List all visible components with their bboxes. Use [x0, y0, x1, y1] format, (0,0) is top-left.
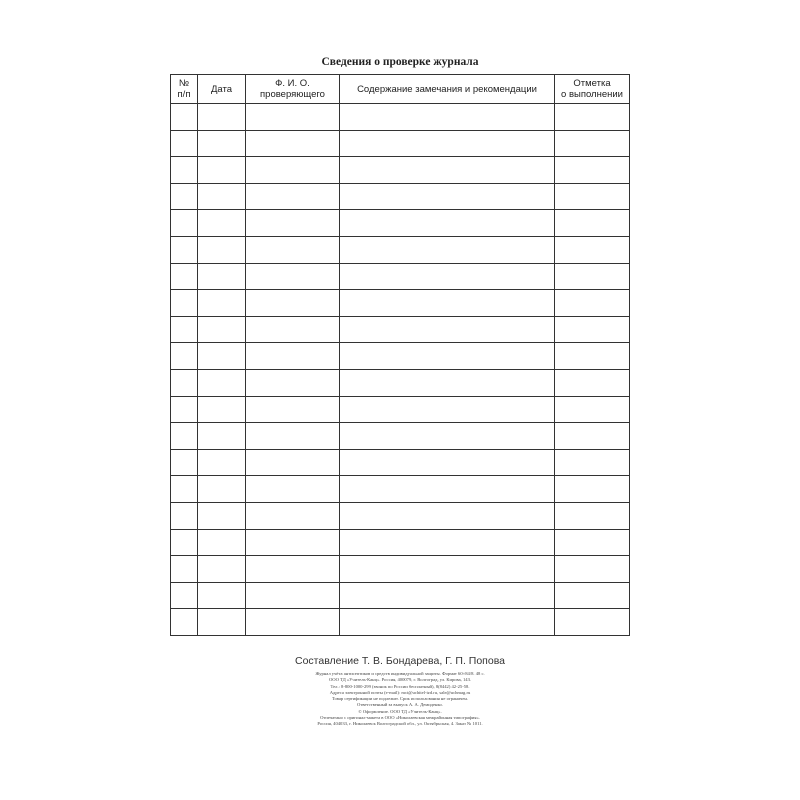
cell-completion-mark — [555, 183, 630, 210]
cell-date — [198, 343, 246, 370]
cell-remarks — [340, 449, 555, 476]
column-header-number — [171, 75, 198, 104]
cell-completion-mark — [555, 556, 630, 583]
column-header-inspector — [246, 75, 340, 104]
imprint-line: Ответственный за выпуск А. А. Демиденко. — [357, 702, 443, 708]
cell-inspector — [246, 529, 340, 556]
cell-completion-mark — [555, 423, 630, 450]
table-row — [171, 609, 630, 636]
cell-inspector — [246, 104, 340, 131]
table-row — [171, 556, 630, 583]
cell-remarks — [340, 529, 555, 556]
cell-remarks — [340, 396, 555, 423]
table-row — [171, 263, 630, 290]
cell-inspector — [246, 476, 340, 503]
cell-date — [198, 104, 246, 131]
header-line: № — [178, 78, 190, 89]
table-row — [171, 210, 630, 237]
cell-date — [198, 476, 246, 503]
table-row — [171, 183, 630, 210]
cell-number — [171, 183, 198, 210]
cell-remarks — [340, 582, 555, 609]
table-row — [171, 449, 630, 476]
cell-completion-mark — [555, 210, 630, 237]
cell-number — [171, 157, 198, 184]
table-row — [171, 369, 630, 396]
cell-number — [171, 343, 198, 370]
cell-date — [198, 423, 246, 450]
header-line: Содержание замечания и рекомендации — [357, 83, 537, 95]
authors-line: Составление Т. В. Бондарева, Г. П. Попова — [295, 655, 505, 667]
cell-remarks — [340, 290, 555, 317]
cell-number — [171, 236, 198, 263]
cell-date — [198, 449, 246, 476]
cell-date — [198, 157, 246, 184]
cell-completion-mark — [555, 396, 630, 423]
table-header-row — [171, 75, 630, 104]
cell-inspector — [246, 609, 340, 636]
cell-inspector — [246, 157, 340, 184]
cell-date — [198, 210, 246, 237]
cell-completion-mark — [555, 529, 630, 556]
cell-date — [198, 236, 246, 263]
cell-date — [198, 263, 246, 290]
header-line: проверяющего — [260, 89, 325, 100]
cell-date — [198, 529, 246, 556]
cell-date — [198, 582, 246, 609]
cell-completion-mark — [555, 236, 630, 263]
cell-completion-mark — [555, 316, 630, 343]
cell-completion-mark — [555, 369, 630, 396]
cell-inspector — [246, 130, 340, 157]
cell-remarks — [340, 343, 555, 370]
cell-inspector — [246, 502, 340, 529]
imprint-line: Россия, 404033, г. Николаевск Волгоградской обл., ул. Октябрьская, 4. Заказ № 1011. — [317, 721, 483, 727]
table-row — [171, 316, 630, 343]
cell-inspector — [246, 369, 340, 396]
cell-completion-mark — [555, 449, 630, 476]
cell-date — [198, 130, 246, 157]
cell-inspector — [246, 449, 340, 476]
imprint-line: Отпечатано с оригинал-макета в ООО «Николаевская межрайонная типография». — [320, 715, 480, 721]
cell-remarks — [340, 609, 555, 636]
cell-number — [171, 556, 198, 583]
cell-number — [171, 396, 198, 423]
imprint-line: Товар сертификации не подлежит. Срок использования не ограничен. — [332, 696, 468, 702]
header-line: п/п — [177, 89, 191, 100]
cell-completion-mark — [555, 104, 630, 131]
cell-remarks — [340, 556, 555, 583]
cell-remarks — [340, 476, 555, 503]
cell-completion-mark — [555, 476, 630, 503]
cell-remarks — [340, 263, 555, 290]
cell-number — [171, 369, 198, 396]
cell-remarks — [340, 502, 555, 529]
table-row — [171, 502, 630, 529]
cell-inspector — [246, 316, 340, 343]
table-row — [171, 130, 630, 157]
cell-number — [171, 130, 198, 157]
cell-inspector — [246, 183, 340, 210]
cell-date — [198, 183, 246, 210]
table-row — [171, 236, 630, 263]
cell-completion-mark — [555, 582, 630, 609]
cell-date — [198, 609, 246, 636]
cell-date — [198, 556, 246, 583]
table-row — [171, 423, 630, 450]
cell-number — [171, 502, 198, 529]
cell-date — [198, 502, 246, 529]
table-row — [171, 157, 630, 184]
cell-number — [171, 423, 198, 450]
table-row — [171, 396, 630, 423]
header-line: о выполнении — [561, 89, 623, 100]
cell-number — [171, 449, 198, 476]
imprint-line: Адреса электронной почты (e-mail): mct@uchitel-izd.ru, sale@uchmag.ru — [329, 689, 471, 695]
cell-inspector — [246, 290, 340, 317]
cell-number — [171, 290, 198, 317]
header-line: Отметка — [573, 78, 611, 89]
cell-remarks — [340, 236, 555, 263]
cell-inspector — [246, 343, 340, 370]
imprint-line: ООО ТД «Учитель-Канц». Россия, 400079, г. Волгоград, ул. Кирова, 143. — [328, 677, 472, 683]
page-title: Сведения о проверке журнала — [321, 56, 479, 68]
cell-number — [171, 476, 198, 503]
column-header-date — [198, 75, 246, 104]
table-row — [171, 582, 630, 609]
cell-number — [171, 263, 198, 290]
table-row — [171, 290, 630, 317]
cell-completion-mark — [555, 157, 630, 184]
cell-number — [171, 104, 198, 131]
cell-inspector — [246, 236, 340, 263]
imprint-line: © Оформление. ООО ТД «Учитель-Канц». — [358, 708, 442, 714]
table-row — [171, 476, 630, 503]
cell-completion-mark — [555, 263, 630, 290]
header-line: Ф. И. О. — [275, 78, 310, 89]
cell-date — [198, 316, 246, 343]
imprint-block — [0, 671, 800, 728]
cell-remarks — [340, 157, 555, 184]
table-body — [171, 104, 630, 636]
header-line: Дата — [210, 83, 233, 95]
cell-date — [198, 396, 246, 423]
table-row — [171, 343, 630, 370]
cell-date — [198, 369, 246, 396]
column-header-remarks — [340, 75, 555, 104]
cell-number — [171, 529, 198, 556]
cell-number — [171, 609, 198, 636]
cell-remarks — [340, 183, 555, 210]
cell-completion-mark — [555, 130, 630, 157]
cell-inspector — [246, 210, 340, 237]
cell-completion-mark — [555, 290, 630, 317]
cell-remarks — [340, 369, 555, 396]
cell-inspector — [246, 263, 340, 290]
cell-remarks — [340, 130, 555, 157]
imprint-line: Тел.: 8-800-1000-299 (звонок по России бесплатный), 8(8442) 42-25-58. — [330, 683, 470, 689]
table-row — [171, 104, 630, 131]
cell-inspector — [246, 423, 340, 450]
cell-inspector — [246, 556, 340, 583]
cell-completion-mark — [555, 502, 630, 529]
cell-remarks — [340, 104, 555, 131]
imprint-line: Журнал учёта антисептиков и средств индивидуальной защиты. Формат 60×84/8. 48 с. — [315, 671, 485, 676]
cell-inspector — [246, 396, 340, 423]
cell-completion-mark — [555, 609, 630, 636]
cell-number — [171, 210, 198, 237]
credits-block — [0, 655, 800, 728]
cell-completion-mark — [555, 343, 630, 370]
cell-remarks — [340, 423, 555, 450]
cell-number — [171, 316, 198, 343]
cell-remarks — [340, 210, 555, 237]
cell-remarks — [340, 316, 555, 343]
inspection-log-table — [170, 74, 630, 636]
column-header-completion-mark — [555, 75, 630, 104]
table-row — [171, 529, 630, 556]
cell-date — [198, 290, 246, 317]
cell-inspector — [246, 582, 340, 609]
cell-number — [171, 582, 198, 609]
